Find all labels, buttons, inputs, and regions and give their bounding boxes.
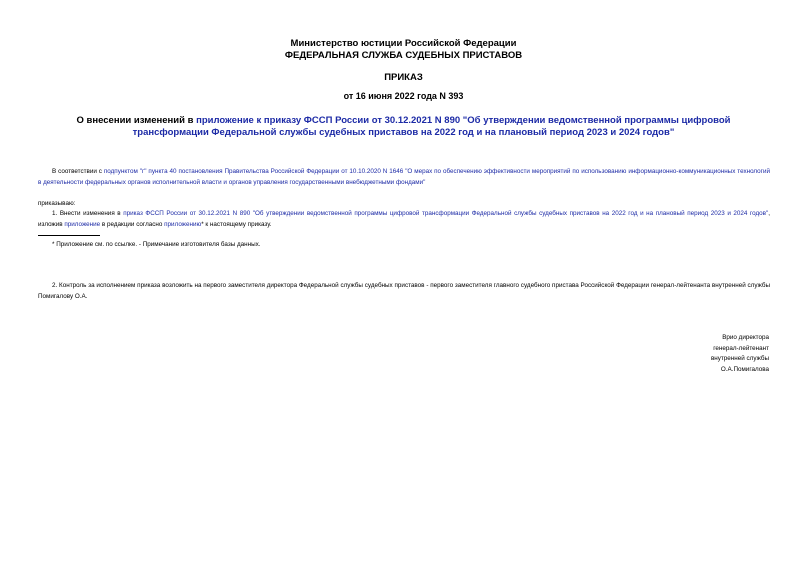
signature-line-1: Врио директора (722, 334, 769, 341)
p3-text-b: , изложив (38, 210, 771, 228)
p1-link-subclause[interactable]: подпунктом "г" пункта 40 (103, 168, 177, 175)
date-line: от 16 июня 2022 года N 393 (343, 91, 464, 101)
p3-text-a: 1. Внести изменения в (52, 210, 124, 217)
p3-link-appendix-2[interactable]: приложению (164, 220, 202, 228)
paragraph-basis (38, 167, 770, 188)
document-title (0, 115, 807, 139)
p3-link-order[interactable]: приказ ФССП России от 30.12.2021 N 890 "Об утверждении ведомственной программы цифровой трансформации Федеральной службы судебных приставов на 2022 год и на плановый период 2023 и 2024 годов" (123, 210, 769, 217)
paragraph-item-2: 2. Контроль за исполнением приказа возложить на первого заместителя директора Федеральной службы судебных приставов - первого заместителя главного судебного пристава Российской Федерации генерал-лейтенанта внутренней службы Помигалову О.А. (38, 282, 770, 300)
service-heading: ФЕДЕРАЛЬНАЯ СЛУЖБА СУДЕБНЫХ ПРИСТАВОВ (284, 50, 523, 61)
paragraph-item-1 (38, 209, 770, 230)
footnote-separator (38, 235, 100, 236)
signature-line-3: внутренней службы (710, 355, 769, 362)
title-prefix: О внесении изменений в (76, 115, 197, 126)
p3-text-c: в редакции согласно (100, 220, 165, 228)
signature-block (711, 333, 769, 375)
doc-type-heading: ПРИКАЗ (384, 72, 423, 83)
p3-text-d: * к настоящему приказу. (201, 220, 272, 228)
title-link[interactable]: приложение к приказу ФССП России от 30.12.2021 N 890 "Об утверждении ведомственной программы цифровой трансформации Федеральной службы судебных приставов на 2022 год и на плановый период 2023 и 2024 годов" (132, 115, 731, 138)
p3-link-appendix[interactable]: приложение (64, 220, 101, 228)
p1-link-resolution[interactable]: постановления Правительства Российской Федерации от 10.10.2020 N 1646 "О мерах по обеспечению эффективности мероприятий по использованию информационно-коммуникационных технологий в деятельности федеральных органов исполнительной власти и органов управления государственными внебюджетными фондами" (38, 168, 771, 186)
p1-text-a: В соответствии с (52, 168, 104, 175)
footnote: * Приложение см. по ссылке. - Примечание изготовителя базы данных. (52, 241, 261, 248)
signature-line-4: О.А.Помигалова (720, 365, 769, 373)
signature-line-2: генерал-лейтенант (713, 344, 769, 352)
paragraph-order-word: приказываю: (38, 200, 76, 207)
ministry-heading: Министерство юстиции Российской Федерации (290, 38, 517, 49)
